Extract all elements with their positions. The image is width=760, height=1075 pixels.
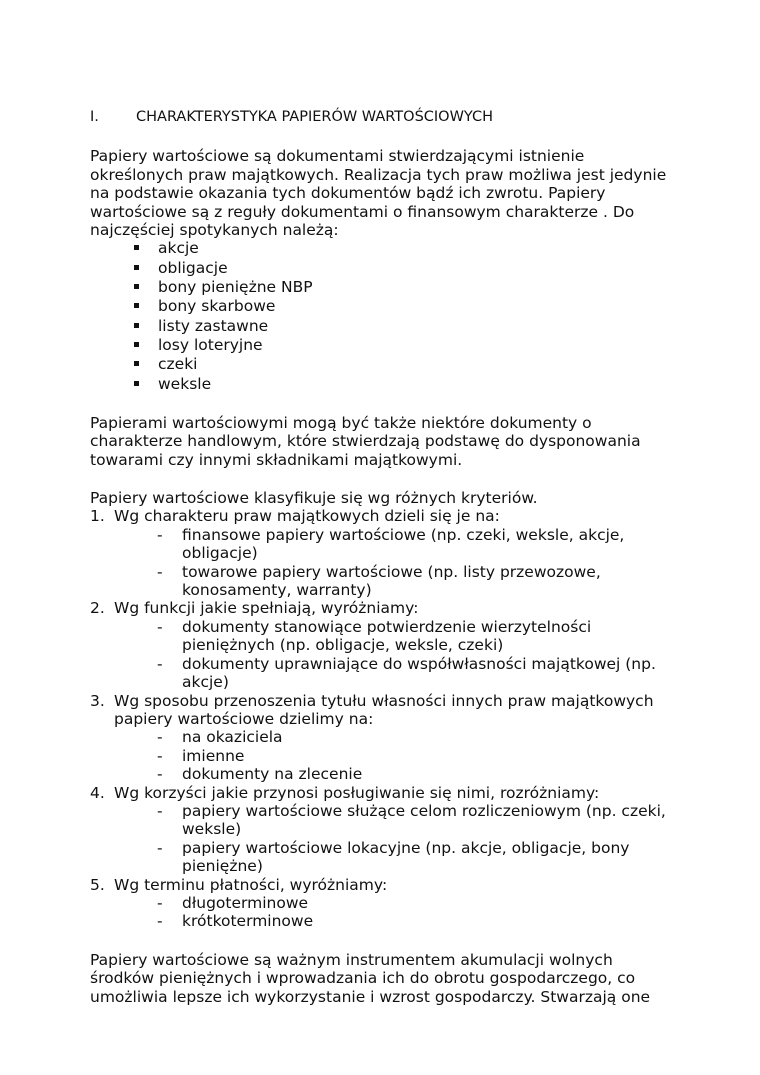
dash-marker: -	[157, 765, 163, 784]
criteria-list	[90, 507, 680, 930]
bullet-item-text: losy loteryjne	[158, 335, 263, 354]
square-bullet-icon	[134, 265, 139, 270]
criterion-sublist	[90, 728, 680, 783]
sublist-item-text: długoterminowe	[182, 893, 309, 912]
commercial-documents-paragraph: Papierami wartościowymi mogą być także niektóre dokumenty o charakterze handlowym, które stwierdzają podstawę do dysponowania towarami czy innymi składnikami majątkowymi.	[90, 413, 641, 469]
sublist-item-text: finansowe papiery wartościowe (np. czeki, weksle, akcje, obligacje)	[182, 525, 625, 563]
square-bullet-icon	[134, 381, 139, 386]
criterion-text: Wg sposobu przenoszenia tytułu własności innych praw majątkowych papiery wartościowe dzielimy na:	[114, 691, 654, 728]
section-heading	[90, 108, 680, 126]
criterion-sublist	[90, 526, 680, 600]
sublist-item-text: dokumenty stanowiące potwierdzenie wierzytelności pieniężnych (np. obligacje, weksle, czeki)	[182, 617, 592, 655]
bullet-item	[134, 375, 680, 394]
bullet-item-text: bony skarbowe	[158, 297, 276, 316]
sublist-item-text: krótkoterminowe	[182, 912, 314, 931]
sublist-item	[157, 655, 680, 692]
accumulation-paragraph: Papiery wartościowe są ważnym instrumentem akumulacji wolnych środków pieniężnych i wprowadzania ich do obrotu gospodarczego, co umożliwia lepsze ich wykorzystanie i wzrost gospodarczy. Stwarzają one	[90, 950, 651, 1006]
dash-marker: -	[157, 912, 163, 931]
sublist-item	[157, 765, 680, 783]
square-bullet-icon	[134, 303, 139, 308]
heading-title: CHARAKTERYSTYKA PAPIERÓW WARTOŚCIOWYCH	[136, 109, 494, 125]
dash-marker: -	[157, 562, 163, 581]
square-bullet-icon	[134, 245, 139, 250]
square-bullet-icon	[134, 342, 139, 347]
sublist-item	[157, 747, 680, 765]
bullet-item	[134, 297, 680, 316]
bullet-item-text: weksle	[158, 374, 212, 393]
criterion-number: 1.	[90, 507, 105, 526]
criterion-number: 2.	[90, 599, 105, 618]
sublist-item-text: na okaziciela	[182, 728, 283, 747]
dash-marker: -	[157, 728, 163, 747]
sublist-item-text: dokumenty uprawniające do współwłasności majątkowej (np. akcje)	[182, 654, 656, 692]
sublist-item-text: dokumenty na zlecenie	[182, 765, 363, 784]
criterion-number: 3.	[90, 691, 105, 710]
sublist-item	[157, 728, 680, 746]
criterion-text: Wg charakteru praw majątkowych dzieli się je na:	[114, 507, 500, 526]
criterion-sublist	[90, 894, 680, 931]
bullet-item	[134, 355, 680, 374]
intro-paragraph: Papiery wartościowe są dokumentami stwierdzającymi istnienie określonych praw majątkowych. Realizacja tych praw możliwa jest jedynie na podstawie okazania tych dokumentów bądź ich zwrotu. Papiery wartościowe są z reguły dokumentami o finansowym charakterze . Do najczęściej spotykanych należą:	[90, 147, 667, 240]
bullet-item-text: obligacje	[158, 258, 228, 277]
criterion-text: Wg korzyści jakie przynosi posługiwanie się nimi, rozróżniamy:	[114, 783, 600, 802]
document-page	[90, 108, 680, 1006]
sublist-item	[157, 839, 680, 876]
criterion-text: Wg terminu płatności, wyróżniamy:	[114, 875, 388, 894]
bullet-item-text: listy zastawne	[158, 316, 269, 335]
sublist-item	[157, 526, 680, 563]
criterion-sublist	[90, 802, 680, 876]
bullet-item	[134, 278, 680, 297]
securities-bullet-list	[90, 239, 680, 393]
classification-intro: Papiery wartościowe klasyfikuje się wg różnych kryteriów.	[90, 489, 538, 508]
sublist-item-text: papiery wartościowe służące celom rozliczeniowym (np. czeki, weksle)	[182, 801, 666, 839]
sublist-item-text: papiery wartościowe lokacyjne (np. akcje, obligacje, bony pieniężne)	[182, 838, 630, 876]
square-bullet-icon	[134, 323, 139, 328]
dash-marker: -	[157, 654, 163, 673]
square-bullet-icon	[134, 361, 139, 366]
criterion-item	[90, 599, 680, 691]
criterion-number: 4.	[90, 783, 105, 802]
sublist-item-text: imienne	[182, 746, 245, 765]
dash-marker: -	[157, 746, 163, 765]
dash-marker: -	[157, 893, 163, 912]
square-bullet-icon	[134, 284, 139, 289]
criterion-number: 5.	[90, 875, 105, 894]
criterion-item	[90, 876, 680, 931]
bullet-item	[134, 259, 680, 278]
bullet-item	[134, 317, 680, 336]
dash-marker: -	[157, 525, 163, 544]
sublist-item-text: towarowe papiery wartościowe (np. listy przewozowe, konosamenty, warranty)	[182, 562, 601, 600]
dash-marker: -	[157, 838, 163, 857]
heading-number: I.	[90, 109, 99, 125]
bullet-item-text: czeki	[158, 355, 198, 374]
bullet-item-text: akcje	[158, 239, 199, 258]
sublist-item	[157, 563, 680, 600]
criterion-sublist	[90, 618, 680, 692]
sublist-item	[157, 618, 680, 655]
bullet-item-text: bony pieniężne NBP	[158, 278, 313, 297]
sublist-item	[157, 894, 680, 912]
criterion-item	[90, 692, 680, 784]
bullet-item	[134, 239, 680, 258]
sublist-item	[157, 912, 680, 930]
criterion-text: Wg funkcji jakie spełniają, wyróżniamy:	[114, 599, 419, 618]
dash-marker: -	[157, 617, 163, 636]
dash-marker: -	[157, 801, 163, 820]
criterion-item	[90, 507, 680, 599]
bullet-item	[134, 336, 680, 355]
sublist-item	[157, 802, 680, 839]
criterion-item	[90, 784, 680, 876]
